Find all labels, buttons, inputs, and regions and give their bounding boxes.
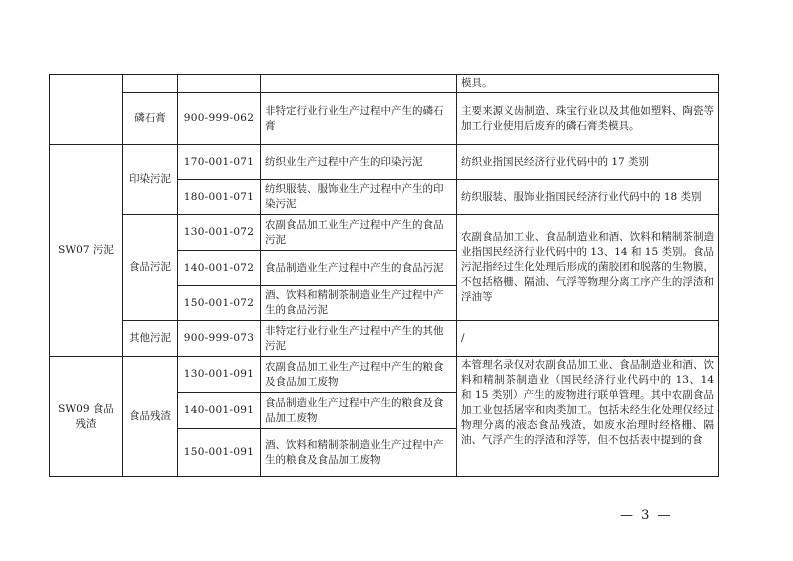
description-cell: 纺织业生产过程中产生的印染污泥 xyxy=(261,145,457,180)
code-cell: 900-999-062 xyxy=(178,93,261,145)
category-cell: SW09 食品残渣 xyxy=(50,357,123,477)
code-cell: 150-001-072 xyxy=(178,286,261,321)
code-cell: 130-001-091 xyxy=(178,357,261,393)
note-cell: 农副食品加工业、食品制造业和酒、饮料和精制茶制造业指国民经济行业代码中的 13、14 和 15 类别。食品污泥指经过生化处理后形成的菌胶团和脱落的生物膜，不包括格栅、隔油、气浮等物理分离工序产生的浮渣和浮油等 xyxy=(457,215,719,321)
code-cell: 180-001-071 xyxy=(178,180,261,215)
subcategory-cell: 印染污泥 xyxy=(123,145,178,215)
description-cell: 非特定行业行业生产过程中产生的磷石膏 xyxy=(261,93,457,145)
code-cell: 900-999-073 xyxy=(178,321,261,357)
table-row xyxy=(50,357,719,393)
category-cell-empty xyxy=(50,75,123,145)
category-cell: SW07 污泥 xyxy=(50,145,123,357)
note-cell: 本管理名录仅对农副食品加工业、食品制造业和酒、饮料和精制茶制造业（国民经济行业代码中的 13、14 和 15 类别）产生的废物进行联单管理。其中农副食品加工业包括屠宰和肉类加工。包括未经生化处理仅经过物理分离的液态食品残渣，如废水治理时经格栅、隔油、气浮产生的浮渣和浮等，但不包括表中提到的食 xyxy=(457,357,719,477)
description-cell: 食品制造业生产过程中产生的食品污泥 xyxy=(261,251,457,286)
description-cell: 酒、饮料和精制茶制造业生产过程中产生的粮食及食品加工废物 xyxy=(261,429,457,477)
subcategory-cell-empty xyxy=(123,75,178,93)
code-cell: 140-001-091 xyxy=(178,393,261,429)
subcategory-cell: 食品残渣 xyxy=(123,357,178,477)
waste-catalog-table xyxy=(49,74,719,477)
description-cell-empty xyxy=(261,75,457,93)
code-cell: 150-001-091 xyxy=(178,429,261,477)
table-row xyxy=(50,145,719,180)
subcategory-cell: 磷石膏 xyxy=(123,93,178,145)
table-row xyxy=(50,93,719,145)
page-number: — 3 — xyxy=(620,508,673,523)
note-cell: / xyxy=(457,321,719,357)
table-row xyxy=(50,75,719,93)
table-row xyxy=(50,215,719,251)
code-cell: 170-001-071 xyxy=(178,145,261,180)
subcategory-cell: 其他污泥 xyxy=(123,321,178,357)
note-cell: 模具。 xyxy=(457,75,719,93)
description-cell: 食品制造业生产过程中产生的粮食及食品加工废物 xyxy=(261,393,457,429)
description-cell: 农副食品加工业生产过程中产生的食品污泥 xyxy=(261,215,457,251)
description-cell: 非特定行业行业生产过程中产生的其他污泥 xyxy=(261,321,457,357)
table-row xyxy=(50,321,719,357)
code-cell-empty xyxy=(178,75,261,93)
description-cell: 酒、饮料和精制茶制造业生产过程中产生的食品污泥 xyxy=(261,286,457,321)
code-cell: 140-001-072 xyxy=(178,251,261,286)
note-cell: 纺织业指国民经济行业代码中的 17 类别 xyxy=(457,145,719,180)
note-cell: 纺织服装、服饰业指国民经济行业代码中的 18 类别 xyxy=(457,180,719,215)
code-cell: 130-001-072 xyxy=(178,215,261,251)
description-cell: 纺织服装、服饰业生产过程中产生的印染污泥 xyxy=(261,180,457,215)
note-cell: 主要来源义齿制造、珠宝行业以及其他如塑料、陶瓷等加工行业使用后废弃的磷石膏类模具。 xyxy=(457,93,719,145)
description-cell: 农副食品加工业生产过程中产生的粮食及食品加工废物 xyxy=(261,357,457,393)
subcategory-cell: 食品污泥 xyxy=(123,215,178,321)
